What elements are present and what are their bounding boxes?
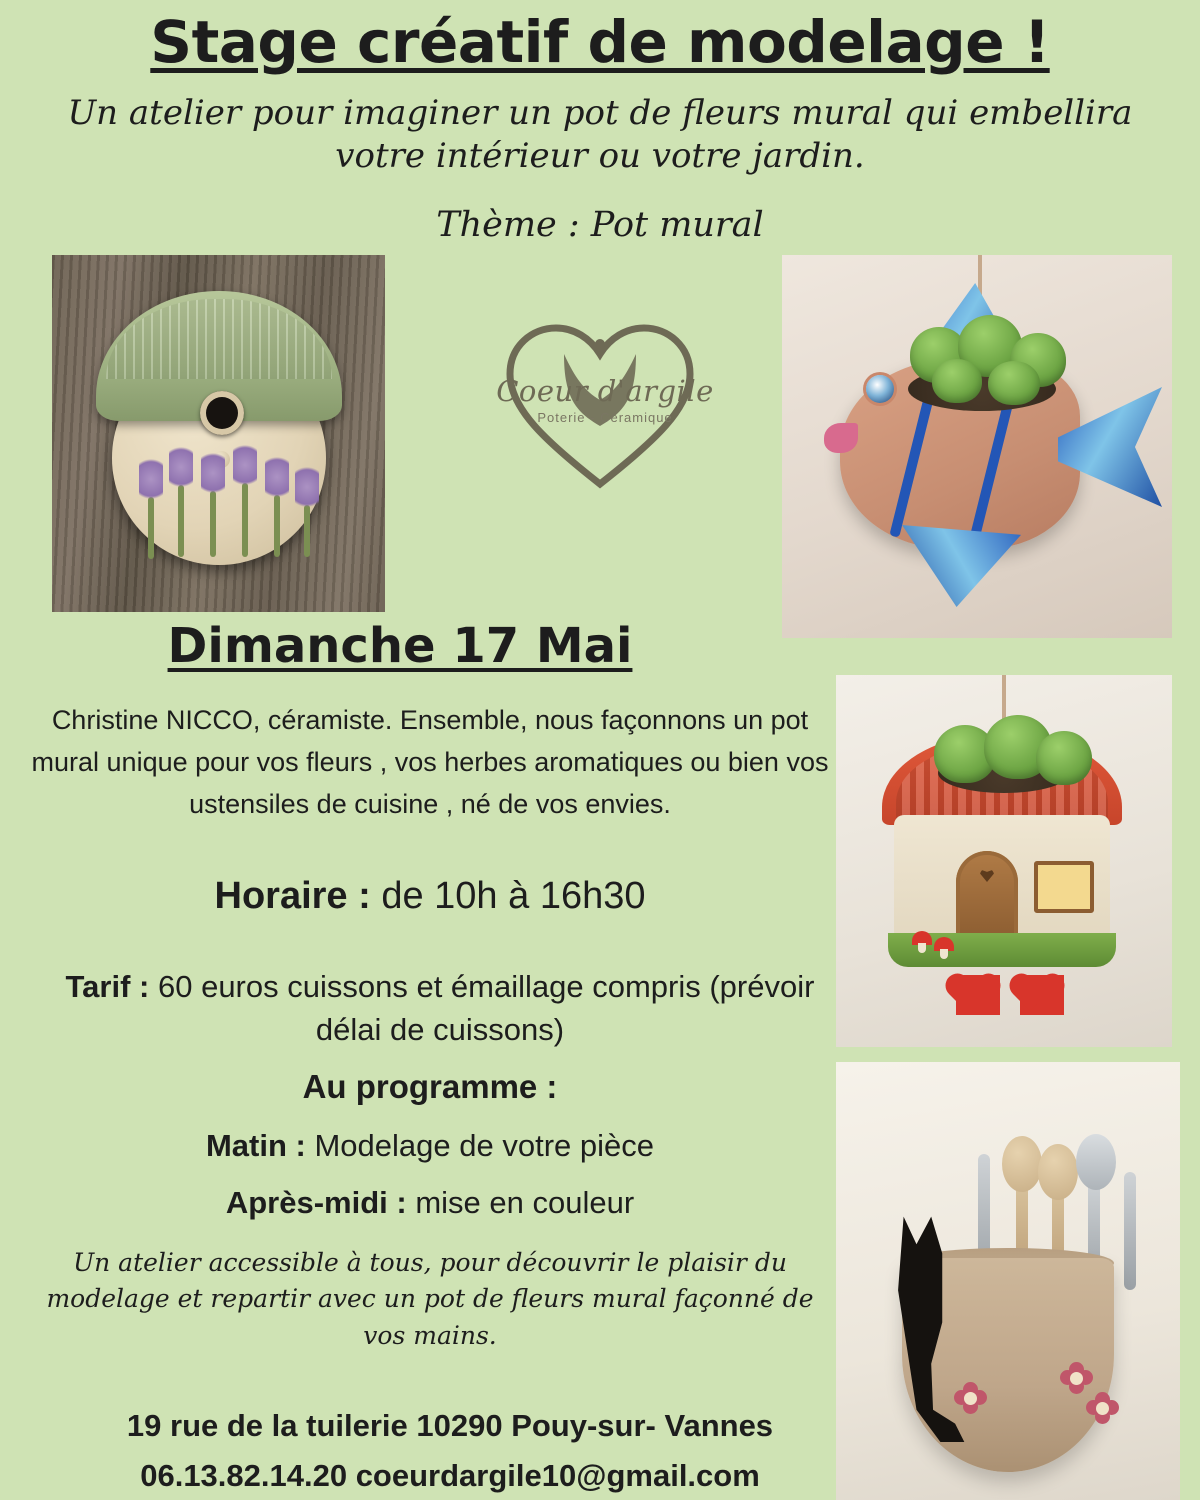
logo-tagline: Poterie - Céramique <box>537 410 673 425</box>
heart-pendant <box>956 975 1000 1015</box>
programme-morning <box>20 1128 840 1164</box>
photo-house <box>836 675 1172 1047</box>
schedule-line <box>20 875 840 918</box>
lavender-stem <box>210 491 216 557</box>
schedule-value: de 10h à 16h30 <box>381 875 646 917</box>
afternoon-label: Après-midi : <box>225 1185 407 1220</box>
logo <box>452 288 748 513</box>
lavender-stem <box>148 497 154 559</box>
succulent-plant <box>932 359 982 403</box>
house-window <box>1034 861 1094 913</box>
price-label: Tarif : <box>65 969 150 1004</box>
birdhouse-hole <box>200 391 244 435</box>
programme-heading: Au programme : <box>302 1068 558 1105</box>
fish-eye <box>866 375 894 403</box>
morning-label: Matin : <box>205 1128 306 1163</box>
mushroom-icon <box>912 931 932 945</box>
contact-info[interactable]: 06.13.82.14.20 coeurdargile10@gmail.com <box>140 1458 760 1493</box>
programme-afternoon <box>20 1185 840 1221</box>
slotted-spoon-head <box>1076 1134 1116 1190</box>
photo-birdhouse <box>52 255 385 612</box>
logo-name: Coeur d'argile <box>496 374 714 408</box>
schedule-label: Horaire : <box>214 875 371 917</box>
mushroom-icon <box>934 937 954 951</box>
flower-decor <box>1086 1392 1120 1426</box>
address: 19 rue de la tuilerie 10290 Pouy-sur- Vannes <box>126 1408 774 1443</box>
lavender-stem <box>304 505 310 557</box>
lavender-stem <box>242 483 248 557</box>
heart-pendant <box>1020 975 1064 1015</box>
flower-decor <box>1060 1362 1094 1396</box>
price-line <box>40 965 840 1052</box>
fish-bottom-fin <box>902 525 1026 607</box>
fork <box>1124 1172 1136 1290</box>
fish-lips <box>824 423 858 453</box>
house-door <box>956 851 1018 941</box>
morning-value: Modelage de votre pièce <box>314 1128 654 1163</box>
photo-fish <box>782 255 1172 638</box>
lavender-stem <box>274 495 280 557</box>
wooden-spatula-head <box>1038 1144 1078 1200</box>
poster-subtitle: Un atelier pour imaginer un pot de fleurs mural qui embellira votre intérieur ou votre jardin. <box>67 93 1133 176</box>
page-title: Stage créatif de modelage ! <box>150 8 1050 76</box>
closing-text: Un atelier accessible à tous, pour découvrir le plaisir du modelage et repartir avec un pot de fleurs mural façonné de vos mains. <box>46 1248 814 1350</box>
event-date: Dimanche 17 Mai <box>167 618 633 674</box>
succulent-plant <box>988 361 1040 405</box>
wooden-spoon-head <box>1002 1136 1042 1192</box>
event-description: Christine NICCO, céramiste. Ensemble, nous façonnons un pot mural unique pour vos fleurs , vos herbes aromatiques ou bien vos ustensiles de cuisine , né de vos envies. <box>31 705 829 819</box>
flower-decor <box>954 1382 988 1416</box>
price-value: 60 euros cuissons et émaillage compris (prévoir délai de cuissons) <box>157 969 815 1048</box>
lavender-stem <box>178 485 184 557</box>
poster-theme: Thème : Pot mural <box>436 205 764 245</box>
afternoon-value: mise en couleur <box>415 1185 635 1220</box>
succulent-plant <box>1036 731 1092 785</box>
